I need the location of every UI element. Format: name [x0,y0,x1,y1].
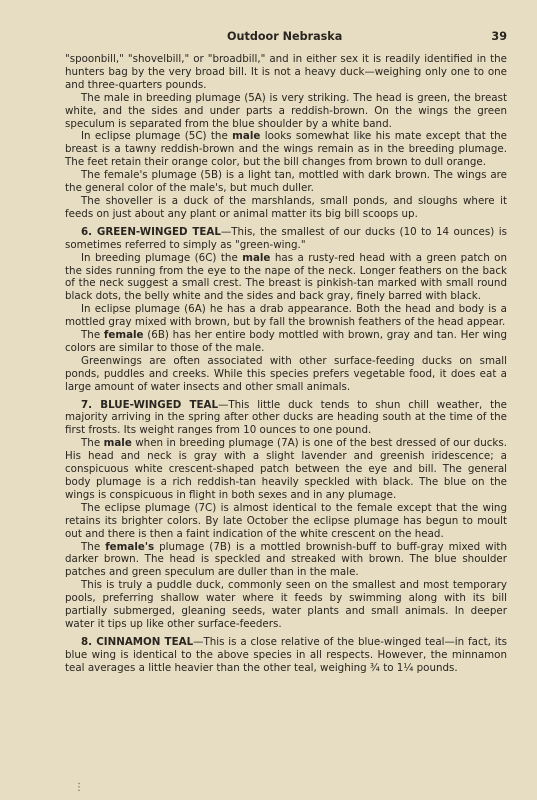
paragraph: The male when in breeding plumage (7A) is one of the best dressed of our ducks. His head and neck is gray with a slight lavender and greenish iridescence; a conspicuous white crescent-shaped patch between the eye and bill. The general body plumage is a rich reddish-tan heavily speckled with black. The blue on the wings is conspicuous in flight in both sexes and in any plumage. [65,437,507,501]
paragraph: The female's plumage (7B) is a mottled brownish-buff to buff-gray mixed with darker brown. The head is speckled and streaked with brown. The blue shoulder patches and green speculum are duller than in the male. [65,540,507,579]
section-heading-paragraph: 6. GREEN-WINGED TEAL—This, the smallest of our ducks (10 to 14 ounces) is sometimes referred to simply as "green-wing." [65,225,507,251]
paragraph: "spoonbill," "shovelbill," or "broadbill," and in either sex it is readily identified in the hunters bag by the very broad bill. It is not a heavy duck—weighing only one to one and three-quarters pounds. [65,53,507,91]
paragraph: In eclipse plumage (5C) the male looks somewhat like his mate except that the breast is a tawny reddish-brown and the wings remain as in the breeding plumage. The feet retain their orange color, but the bill changes from brown to dull orange. [65,130,507,169]
section-heading-paragraph: 7. BLUE-WINGED TEAL—This little duck tends to shun chill weather, the majority arriving in the spring after other ducks are heading south at the time of the first frosts. Its weight ranges from 10 ounces to one pound. [65,398,508,437]
paragraph: The male in breeding plumage (5A) is very striking. The head is green, the breast white, and the sides and under parts a reddish-brown. On the wings the green speculum is separated from the blue shoulder by a white band. [65,91,507,130]
paragraph: The eclipse plumage (7C) is almost identical to the female except that the wing retains its brighter colors. By late October the eclipse plumage has begun to moult out and there is then a faint indication of the white crescent on the head. [65,501,507,540]
page-header [65,30,507,43]
paragraph: The shoveller is a duck of the marshlands, small ponds, and sloughs where it feeds on just about any plant or animal matter its big bill scoops up. [65,194,507,220]
paragraph: The female's plumage (5B) is a light tan, mottled with dark brown. The wings are the general color of the male's, but much duller. [65,169,507,195]
paragraph: The female (6B) has her entire body mottled with brown, gray and tan. Her wing colors are similar to those of the male. [65,329,507,354]
paragraph: In breeding plumage (6C) the male has a rusty-red head with a green patch on the sides running from the eye to the nape of the neck. Longer feathers on the back of the neck suggest a small crest. The breast is pinkish-tan marked with small round black dots, the belly white and the sides and back gray, finely barred with black. [65,251,507,303]
paragraph: This is truly a puddle duck, commonly seen on the smallest and most temporary pools, preferring shallow water where it feeds by swimming along with its bill partially submerged, gleaning seeds, water plants and small animals. In deeper water it tips up like other surface-feeders. [65,579,507,630]
print-mark: ⋮ [74,782,84,793]
paragraph: In eclipse plumage (6A) he has a drab appearance. Both the head and body is a mottled gray mixed with brown, but by fall the brownish feathers of the head appear. [65,303,507,329]
article-body [65,53,507,675]
section-heading-paragraph: 8. CINNAMON TEAL—This is a close relative of the blue-winged teal—in fact, its blue wing is identical to the above species in all respects. However, the minnamon teal averages a little heavier than the other teal, weighing ¾ to 1¼ pounds. [65,635,507,674]
running-title: Outdoor Nebraska [227,30,343,43]
page-number: 39 [491,30,507,43]
paragraph: Greenwings are often associated with other surface-feeding ducks on small ponds, puddles and creeks. While this species prefers vegetable food, it does eat a large amount of water insects and other small animals. [65,354,507,393]
